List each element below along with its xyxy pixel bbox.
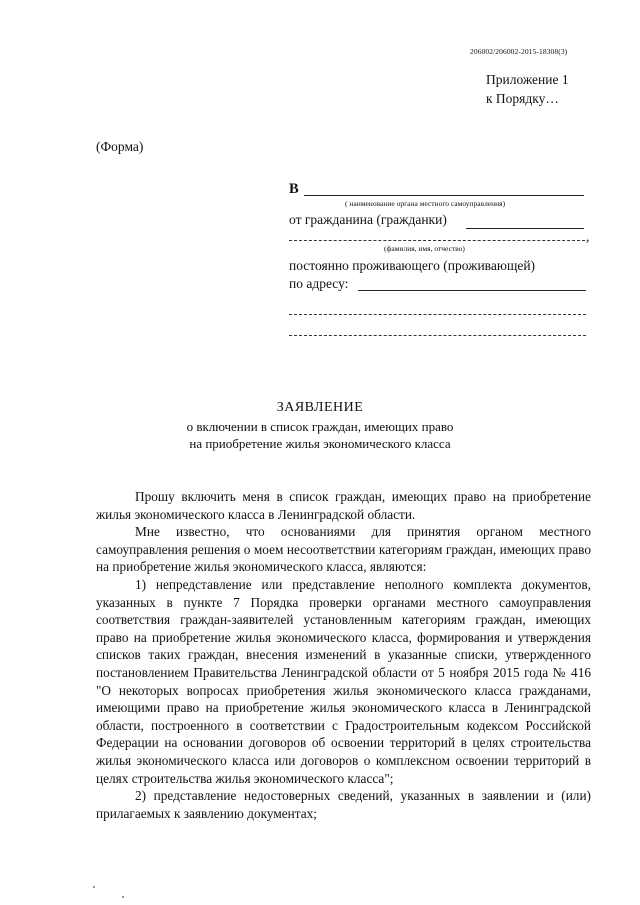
paragraph-ground-1: 1) непредставление или представление неполного комплекта документов, указанных в пункте 7 Порядка проверки органами местного самоуправления соответствия граждан-заявителей установленным категориям граждан, имеющих право на приобретение жилья экономического класса, формирования и утверждения списков таких граждан, внесения изменений в указанные списки, утвержденного постановлением Правительства Ленинградской области от 5 ноября 2015 года № 416 "О некоторых вопросах приобретения жилья экономического класса гражданами, имеющими право на приобретение жилья экономического класса в Ленинградской области, построенного в соответствии с Градостроительным кодексом Российской Федерации на основании договоров об освоении территорий в целях строительства жилья экономического класса или договоров о комплексном освоении территорий в целях строительства жилья экономического класса"; xyxy=(96,576,591,786)
addressee-field[interactable] xyxy=(304,181,584,196)
scan-mark xyxy=(93,886,95,888)
paragraph-ground-2: 2) представление недостоверных сведений, указанных в заявлении и (или) прилагаемых к заявлению документах; xyxy=(96,788,591,821)
from-label: от гражданина (гражданки) xyxy=(289,212,447,227)
appendix-note xyxy=(486,70,569,108)
address-field-line-3[interactable] xyxy=(289,322,586,336)
paragraph-request: Прошу включить меня в список граждан, имеющих право на приобретение жилья экономического класса в Ленинградской области. xyxy=(96,489,591,522)
from-field[interactable] xyxy=(466,213,584,229)
document-subtitle-line-1: о включении в список граждан, имеющих право xyxy=(186,419,454,434)
addressee-caption: ( наименование органа местного самоуправления) xyxy=(345,199,506,208)
address-label: по адресу: xyxy=(289,276,349,291)
form-label: (Форма) xyxy=(96,139,144,154)
document-title: ЗАЯВЛЕНИЕ xyxy=(276,400,364,415)
full-name-caption: (фамилия, имя, отчество) xyxy=(384,244,465,253)
address-field-line-2[interactable] xyxy=(289,300,586,315)
paragraph-grounds-intro: Мне известно, что основаниями для принятия органом местного самоуправления решения о моем несоответствии категориям граждан, имеющих право на приобретение жилья экономического класса, являются: xyxy=(96,524,591,575)
appendix-line-1: Приложение 1 xyxy=(486,72,569,87)
application-body xyxy=(96,488,591,822)
scan-mark xyxy=(122,896,124,898)
appendix-line-2: к Порядку… xyxy=(486,91,559,106)
full-name-field[interactable] xyxy=(289,230,585,241)
document-id: 206002/206002-2015-18308(3) xyxy=(470,47,568,56)
address-field[interactable] xyxy=(358,276,586,291)
document-subtitle-line-2: на приобретение жилья экономического класса xyxy=(189,436,451,451)
addressee-prefix: В xyxy=(289,181,299,197)
residing-label: постоянно проживающего (проживающей) xyxy=(289,258,536,273)
full-name-comma: , xyxy=(586,229,590,244)
